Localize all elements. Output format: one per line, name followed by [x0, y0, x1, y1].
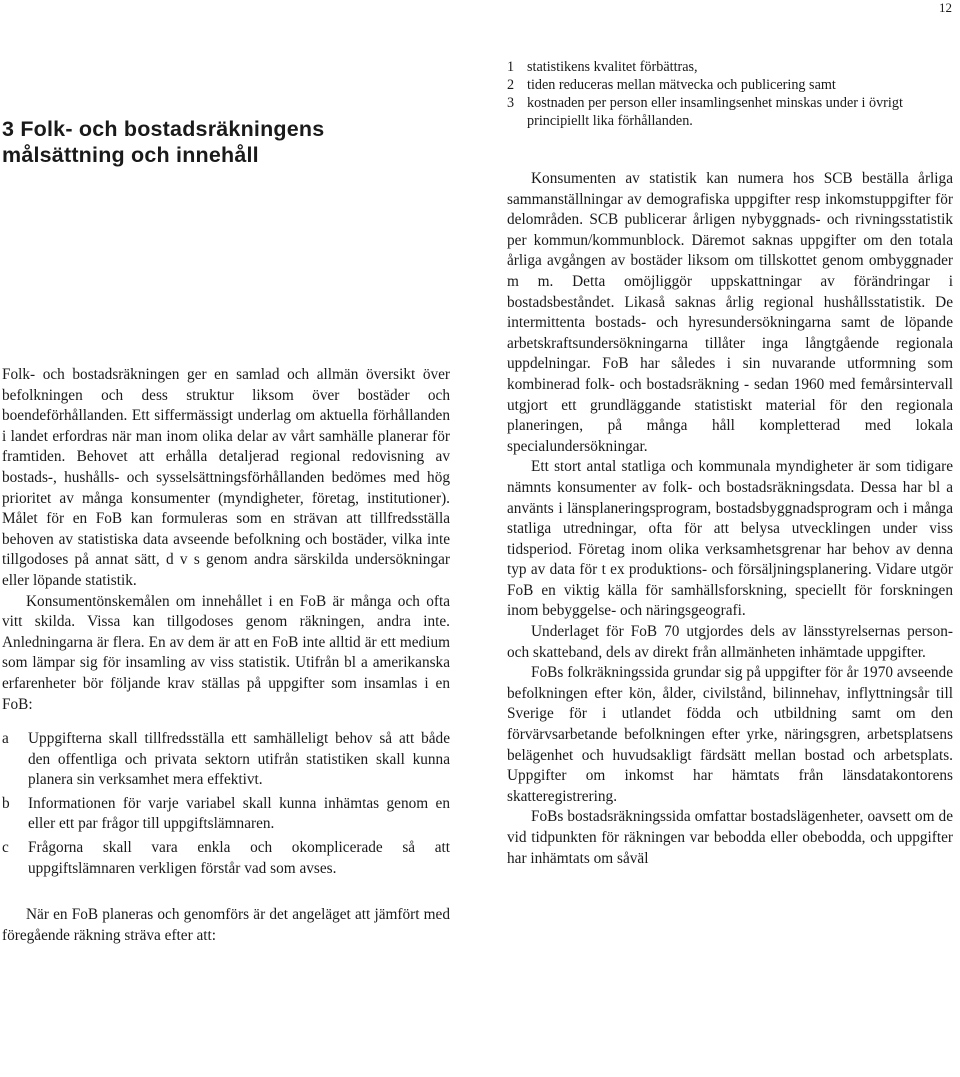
goals-numbered-list [507, 58, 953, 130]
list-item-text: Uppgifterna skall tillfredsställa ett samhälleligt behov så att både den offentliga och privata sektorn utifrån statistiken skall kunna planera sin verksamhet mera effektivt. [28, 730, 450, 789]
housing-side-paragraph: FoBs bostadsräkningssida omfattar bostadslägenheter, oavsett om de vid tidpunkten för räkningen var bebodda eller obebodda, och uppgifter har inhämtats om såväl [507, 808, 953, 867]
list-marker: a [2, 730, 9, 748]
census-side-paragraph: FoBs folkräkningssida grundar sig på uppgifter för år 1970 avseende befolkningen efter kön, ålder, civilstånd, bilinnehav, inflyttningsår till Sverige för i utlandet födda och utbildning samt om den förvärvsarbetande befolkningen efter yrke, näringsgren, arbetsplatsens belägenhet och huvudsakligt färdsätt mellan bostad och arbetsplats. Uppgifter om inkomst har hämtats från länsdatakontorens skatteregistrering. [507, 664, 953, 805]
list-item [507, 94, 953, 130]
right-column [507, 169, 953, 869]
list-item-text: Frågorna skall vara enkla och okomplicerade så att uppgiftslämnaren verkligen förstår vad som avses. [28, 839, 450, 877]
left-column [2, 365, 450, 946]
list-item [507, 58, 953, 76]
list-item [2, 729, 450, 791]
list-item-text: statistikens kvalitet förbättras, [527, 59, 698, 75]
intro-paragraph: Folk- och bostadsräkningen ger en samlad och allmän översikt över befolkningen och dess struktur liksom över bostäder och boendeförhållanden. Ett siffermässigt underlag om aktuella förhållanden i landet erfordras när man inom olika delar av vårt samhälle planerar för framtiden. Behovet att erhålla detaljerad regional redovisning av bostads-, hushålls- och sysselsättningsförhållanden bedömes med hög prioritet av många konsumenter (myndigheter, företag, institutioner). Målet för en FoB kan formuleras som en strävan att tillfredsställa behoven av statistiska data avseende befolkning och bostäder, vilka inte tillgodoses på annat sätt, d v s genom andra särskilda undersökningar eller löpande statistik. [2, 366, 450, 589]
list-item-text: Informationen för varje variabel skall kunna inhämtas genom en eller ett par frågor till uppgiftslämnaren. [28, 794, 450, 833]
list-marker: c [2, 839, 9, 857]
consumer-wishes-paragraph: Konsumentönskemålen om innehållet i en FoB är många och ofta vitt skilda. Vissa kan tillgodoses genom räkningen, andra inte. Anledningarna är flera. En av dem är att en FoB inte alltid är ett medium som lämpar sig för insamling av viss statistik. Utifrån bl a amerikanska erfarenheter bör följande krav ställas på uppgifter som insamlas i en FoB: [2, 592, 450, 713]
basis-paragraph: Underlaget för FoB 70 utgjordes dels av länsstyrelsernas person- och skatteband, dels av direkt från allmänheten inhämtade uppgifter. [507, 623, 953, 661]
list-item [2, 838, 450, 879]
page-number: 12 [939, 0, 952, 15]
section-heading: 3 Folk- och bostadsräkningens målsättning och innehåll [2, 117, 325, 167]
authorities-paragraph: Ett stort antal statliga och kommunala myndigheter är som tidigare nämnts konsumenter av folk- och bostadsräkningsdata. Dessa har bl a använts i länsplaneringsprogram, bostadsbyggnadsprogram och i många statliga utredningar, ofta för att belysa utvecklingen under viss tidsperiod. Företag inom olika verksamhetsgrenar har behov av denna typ av data för t ex produktions- och försäljningsplanering. Vidare utgör FoB en viktig källa för samhällsforskning, speciellt för forskningen inom bebyggelse- och näringsgeografi. [507, 458, 953, 620]
requirements-list [2, 729, 450, 879]
list-marker: b [2, 794, 10, 812]
list-item [507, 76, 953, 94]
list-item-text: tiden reduceras mellan mätvecka och publicering samt [527, 77, 836, 93]
list-marker: 3 [507, 95, 515, 111]
planning-paragraph: När en FoB planeras och genomförs är det angeläget att jämfört med föregående räkning sträva efter att: [2, 906, 450, 944]
list-marker: 2 [507, 77, 515, 93]
list-item-text: kostnaden per person eller insamlingsenhet minskas under i övrigt principiellt lika förhållanden. [527, 95, 903, 129]
list-item [2, 794, 450, 835]
consumer-statistics-paragraph: Konsumenten av statistik kan numera hos SCB beställa årliga sammanställningar av demografiska uppgifter resp inkomstuppgifter för delområden. SCB publicerar årligen nybyggnads- och rivningsstatistik per kommun/kommunblock. Däremot saknas uppgifter om den totala årliga avgången av bostäder liksom om tillskottet genom ombyggnader m m. Detta omöjliggör uppskattningar av förändringar i bostadsbeståndet. Likaså saknas årlig regional hushållsstatistik. De intermittenta bostads- och hyresundersökningarna samt de löpande arbetskraftsundersökningarna tillåter inga långtgående regionala uppdelningar. FoB har således i sin nuvarande utformning som kombinerad folk- och bostadsräkning - sedan 1960 med femårsintervall utgjort ett grundläggande statistiskt material för den regionala planeringen, på många håll kompletterad med lokala specialundersökningar. [507, 170, 953, 455]
list-marker: 1 [507, 59, 515, 75]
